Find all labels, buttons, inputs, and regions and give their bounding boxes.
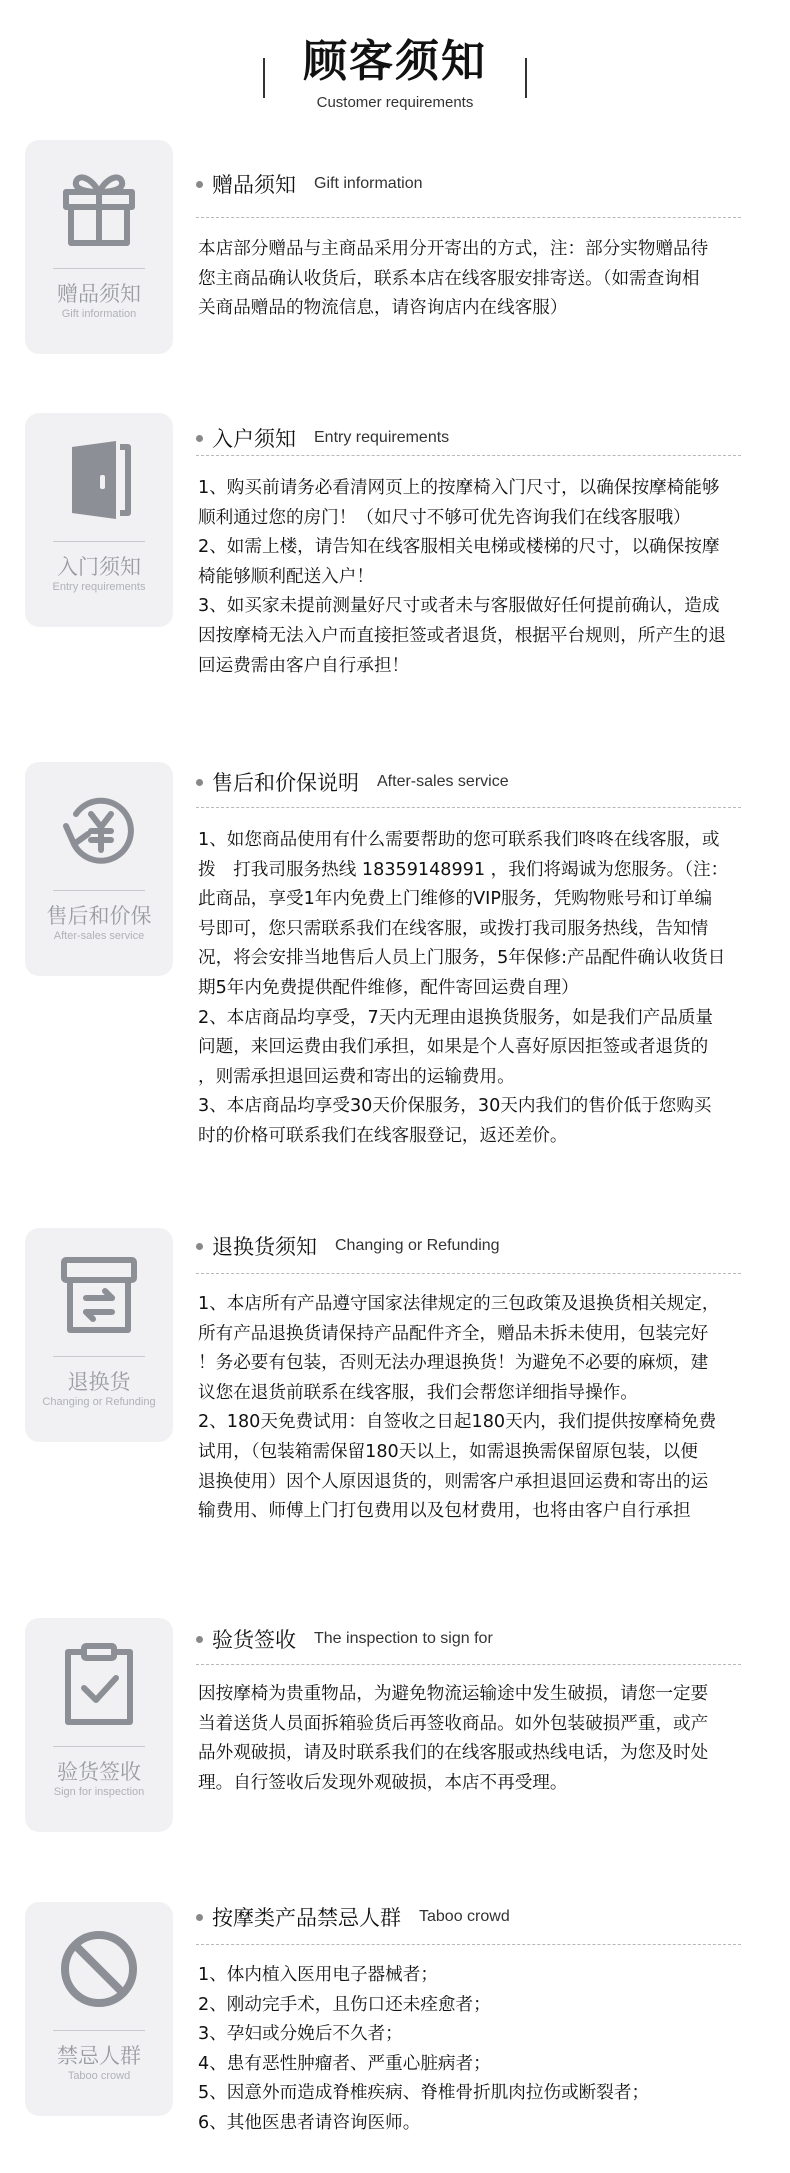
card-divider (53, 268, 145, 269)
body-line: 况，将会安排当地售后人员上门服务，5年保修:产品配件确认收货日 (198, 948, 726, 969)
dashed-divider (196, 217, 741, 218)
section-title-en: The inspection to sign for (314, 1630, 493, 1647)
body-line: 问题，来回运费由我们承担，如果是个人喜好原因拒签或者退货的 (198, 1037, 709, 1058)
bullet-dot (196, 1243, 203, 1250)
card-divider (53, 1746, 145, 1747)
body-line: 2、180天免费试用：自签收之日起180天内，我们提供按摩椅免费 (198, 1412, 717, 1433)
door-icon (54, 435, 144, 525)
section-returns (0, 1228, 790, 1558)
body-line: 2、如需上楼，请告知在线客服相关电梯或楼梯的尺寸，以确保按摩 (198, 537, 720, 558)
body-line: 关商品赠品的物流信息，请咨询店内在线客服） (198, 298, 568, 319)
body-line: 3、孕妇或分娩后不久者； (198, 2024, 403, 2045)
body-line: 您主商品确认收货后，联系本店在线客服安排寄送。（如需查询相 (198, 268, 700, 289)
section-body (198, 826, 746, 1152)
section-heading (196, 1231, 500, 1261)
section-heading (196, 169, 422, 199)
section-title: 赠品须知 (212, 173, 296, 197)
dashed-divider (196, 455, 741, 456)
body-line: 回运费需由客户自行承担！ (198, 655, 410, 676)
section-title-en: Entry requirements (314, 429, 450, 446)
body-line: 时的价格可联系我们在线客服登记，返还差价。 (198, 1125, 568, 1146)
inspection-card (25, 1618, 173, 1832)
body-line: 理。自行签收后发现外观破损，本店不再受理。 (198, 1772, 568, 1793)
entry-card (25, 413, 173, 627)
body-line: 拨 打我司服务热线 18359148991 ，我们将竭诚为您服务。（注： (198, 859, 729, 880)
body-line: 试用，（包装箱需保留180天以上，如需退换需保留原包装，以便 (198, 1441, 698, 1462)
body-line: 1、如您商品使用有什么需要帮助的您可联系我们咚咚在线客服，或 (198, 830, 720, 850)
body-line: ，则需承担退回运费和寄出的运输费用。 (198, 1066, 515, 1087)
body-line: 所有产品退换货请保持产品配件齐全，赠品未拆未使用，包装完好 (198, 1323, 709, 1344)
prohibited-icon (54, 1924, 144, 2014)
body-line: 品外观破损，请及时联系我们的在线客服或热线电话，为您及时处 (198, 1743, 709, 1764)
section-title: 售后和价保说明 (212, 771, 359, 795)
bullet-dot (196, 181, 203, 188)
section-title-en: After-sales service (377, 773, 509, 790)
bullet-dot (196, 1914, 203, 1921)
card-label-cn: 赠品须知 (57, 282, 141, 306)
card-label-cn: 售后和价保 (46, 904, 152, 928)
card-divider (53, 541, 145, 542)
body-line: 退换使用）因个人原因退货的，则需客户承担退回运费和寄出的运 (198, 1471, 709, 1492)
refund-yen-icon (54, 784, 144, 874)
page-header (0, 0, 790, 130)
section-title-en: Changing or Refunding (335, 1237, 500, 1254)
section-body (198, 1290, 746, 1527)
card-label-cn: 退换货 (67, 1370, 131, 1394)
section-after-sales (0, 762, 790, 1162)
dashed-divider (196, 1273, 741, 1274)
returns-card (25, 1228, 173, 1442)
taboo-card (25, 1902, 173, 2116)
body-line: 1、本店所有产品遵守国家法律规定的三包政策及退换货相关规定， (198, 1294, 720, 1314)
card-label-en: Gift information (61, 308, 137, 320)
card-divider (53, 1356, 145, 1357)
card-divider (53, 890, 145, 891)
body-line: 此商品，享受1年内免费上门维修的VIP服务，凭购物账号和订单编 (198, 889, 713, 910)
section-title-en: Gift information (314, 175, 423, 192)
section-taboo (0, 1902, 790, 2162)
bullet-dot (196, 779, 203, 786)
body-line: 本店部分赠品与主商品采用分开寄出的方式，注：部分实物赠品待 (198, 239, 709, 259)
clipboard-check-icon (54, 1640, 144, 1730)
card-label-en: After-sales service (53, 930, 145, 942)
card-label-cn: 禁忌人群 (57, 2044, 141, 2068)
body-line: 输费用、师傅上门打包费用以及包材费用，也将由客户自行承担 (198, 1501, 691, 1522)
section-body (198, 1680, 746, 1798)
section-body (198, 474, 746, 681)
body-line: 3、本店商品均享受30天价保服务，30天内我们的售价低于您购买 (198, 1096, 712, 1117)
header-right-bar (525, 58, 527, 98)
body-line: 号即可，您只需联系我们在线客服，或拨打我司服务热线，告知情 (198, 918, 709, 939)
card-label-en: Entry requirements (52, 581, 146, 593)
section-title-en: Taboo crowd (419, 1908, 510, 1925)
page-subtitle: Customer requirements (316, 94, 474, 111)
body-line: ！务必要有包装，否则无法办理退换货！为避免不必要的麻烦，建 (198, 1353, 709, 1374)
body-line: 2、本店商品均享受，7天内无理由退换货服务，如是我们产品质量 (198, 1007, 714, 1028)
section-title: 退换货须知 (212, 1235, 317, 1259)
bullet-dot (196, 435, 203, 442)
exchange-box-icon (54, 1250, 144, 1340)
body-line: 4、患有恶性肿瘤者、严重心脏病者； (198, 2053, 491, 2074)
body-line: 当着送货人员面拆箱验货后再签收商品。如外包装破损严重，或产 (198, 1713, 709, 1734)
body-line: 3、如买家未提前测量好尺寸或者未与客服做好任何提前确认，造成 (198, 596, 720, 617)
card-label-cn: 入门须知 (57, 555, 141, 579)
body-line: 2、刚动完手术，且伤口还未痊愈者； (198, 1994, 491, 2015)
body-line: 顺利通过您的房门！（如尺寸不够可优先咨询我们在线客服哦） (198, 507, 691, 528)
section-body (198, 235, 746, 324)
gift-card (25, 140, 173, 354)
section-heading (196, 1902, 510, 1932)
body-line: 期5年内免费提供配件维修，配件寄回运费自理） (198, 977, 579, 998)
body-line: 1、体内植入医用电子器械者； (198, 1965, 438, 1985)
card-label-cn: 验货签收 (57, 1760, 141, 1784)
gift-icon (54, 162, 144, 252)
section-heading (196, 1624, 493, 1654)
section-gift (0, 140, 790, 370)
page-title: 顾客须知 (303, 36, 487, 87)
card-divider (53, 2030, 145, 2031)
body-line: 议您在退货前联系在线客服，我们会帮您详细指导操作。 (198, 1382, 638, 1403)
card-label-en: Taboo crowd (67, 2070, 131, 2082)
after-sales-card (25, 762, 173, 976)
body-line: 因按摩椅无法入户而直接拒签或者退货，根据平台规则，所产生的退 (198, 625, 726, 646)
section-heading (196, 767, 509, 797)
body-line: 6、其他医患者请咨询医师。 (198, 2112, 421, 2133)
section-entry (0, 413, 790, 713)
card-label-en: Changing or Refunding (42, 1396, 156, 1408)
section-title: 入户须知 (212, 427, 296, 451)
card-label-en: Sign for inspection (53, 1786, 145, 1798)
body-line: 1、购买前请务必看清网页上的按摩椅入门尺寸，以确保按摩椅能够 (198, 478, 720, 498)
dashed-divider (196, 1944, 741, 1945)
section-title: 按摩类产品禁忌人群 (212, 1906, 401, 1930)
body-line: 椅能够顺利配送入户！ (198, 566, 374, 587)
dashed-divider (196, 807, 741, 808)
bullet-dot (196, 1636, 203, 1643)
body-line: 5、因意外而造成脊椎疾病、脊椎骨折肌肉拉伤或断裂者； (198, 2083, 650, 2104)
section-inspection (0, 1618, 790, 1848)
body-line: 因按摩椅为贵重物品，为避免物流运输途中发生破损，请您一定要 (198, 1684, 709, 1704)
section-heading (196, 423, 449, 453)
section-body (198, 1961, 746, 2139)
section-title: 验货签收 (212, 1628, 296, 1652)
dashed-divider (196, 1664, 741, 1665)
